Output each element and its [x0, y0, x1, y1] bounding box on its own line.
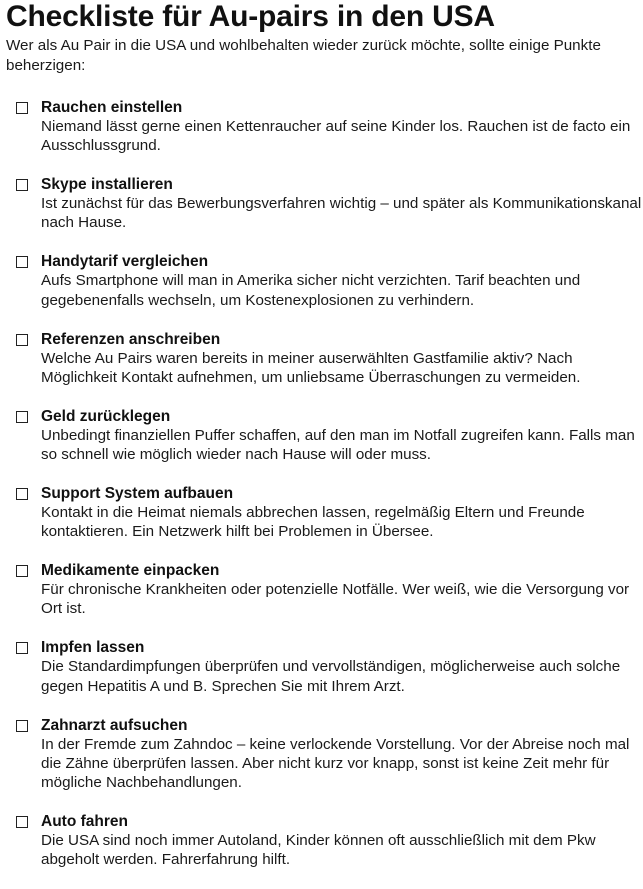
- checklist-item: [16, 330, 643, 407]
- checkbox[interactable]: [16, 488, 28, 500]
- checklist-item-text: Unbedingt finanziellen Puffer schaffen, auf den man im Notfall zugreifen kann. Falls man so schnell wie möglich wieder nach Hause will oder muss.: [41, 426, 635, 464]
- checklist-item: [16, 638, 643, 715]
- checkbox[interactable]: [16, 102, 28, 114]
- checklist-item: [16, 98, 643, 175]
- checklist-item: [16, 407, 643, 484]
- checkbox[interactable]: [16, 256, 28, 268]
- checklist-item-text: Für chronische Krankheiten oder potenzielle Notfälle. Wer weiß, wie die Versorgung vor Ort ist.: [41, 581, 630, 618]
- checkbox[interactable]: [16, 720, 28, 732]
- checklist-item: [16, 812, 643, 889]
- checklist-item-text: In der Fremde zum Zahndoc – keine verlockende Vorstellung. Vor der Abreise noch mal die Zähne überprüfen lassen. Aber nicht kurz vor knapp, sonst ist keine Zeit mehr für mögliche Nachbehandlungen.: [41, 735, 630, 792]
- checklist-item-title: Impfen lassen: [41, 639, 145, 657]
- checklist-item-title: Zahnarzt aufsuchen: [41, 716, 188, 734]
- checkbox[interactable]: [16, 642, 28, 654]
- checklist-item-title: Handytarif vergleichen: [41, 253, 209, 271]
- checklist-item-text: Aufs Smartphone will man in Amerika sicher nicht verzichten. Tarif beachten und gegebenenfalls wechseln, um Kostenexplosionen zu verhindern.: [41, 272, 581, 309]
- checklist-item-text: Ist zunächst für das Bewerbungsverfahren wichtig – und später als Kommunikationskanal nach Hause.: [41, 195, 642, 232]
- checkbox[interactable]: [16, 411, 28, 423]
- checklist-item-text: Welche Au Pairs waren bereits in meiner auserwählten Gastfamilie aktiv? Nach Möglichkeit Kontakt aufnehmen, um unliebsame Überraschungen zu vermeiden.: [41, 349, 581, 386]
- checklist-item-text: Kontakt in die Heimat niemals abbrechen lassen, regelmäßig Eltern und Freunde kontaktieren. Ein Netzwerk hilft bei Problemen in Übersee.: [41, 503, 585, 541]
- checkbox[interactable]: [16, 179, 28, 191]
- checklist-item: [16, 252, 643, 329]
- page-title: Checkliste für Au-pairs in den USA: [6, 0, 495, 33]
- checklist-item-title: Medikamente einpacken: [41, 562, 220, 580]
- checklist-item: [16, 716, 643, 812]
- checklist-item-title: Support System aufbauen: [41, 484, 234, 502]
- checkbox[interactable]: [16, 334, 28, 346]
- checkbox[interactable]: [16, 565, 28, 577]
- intro-text: Wer als Au Pair in die USA und wohlbehalten wieder zurück möchte, sollte einige Punkte beherzigen:: [6, 37, 601, 74]
- checklist-item: [16, 175, 643, 252]
- checklist-item-text: Die USA sind noch immer Autoland, Kinder können oft ausschließlich mit dem Pkw abgeholt werden. Fahrerfahrung hilft.: [41, 831, 596, 868]
- checklist-item-title: Skype installieren: [41, 176, 173, 194]
- checklist-item-title: Rauchen einstellen: [41, 99, 183, 116]
- checklist-item: [16, 484, 643, 561]
- checklist-item: [16, 561, 643, 638]
- checklist-item-title: Referenzen anschreiben: [41, 330, 221, 348]
- checklist-item-text: Die Standardimpfungen überprüfen und vervollständigen, möglicherweise auch solche gegen Hepatitis A und B. Sprechen Sie mit Ihrem Arzt.: [41, 658, 621, 695]
- checklist-item-text: Niemand lässt gerne einen Kettenraucher auf seine Kinder los. Rauchen ist de facto ein Ausschlussgrund.: [41, 118, 631, 155]
- checkbox[interactable]: [16, 816, 28, 828]
- checklist: [16, 98, 643, 889]
- checklist-item-title: Geld zurücklegen: [41, 407, 171, 425]
- checklist-item-title: Auto fahren: [41, 812, 128, 830]
